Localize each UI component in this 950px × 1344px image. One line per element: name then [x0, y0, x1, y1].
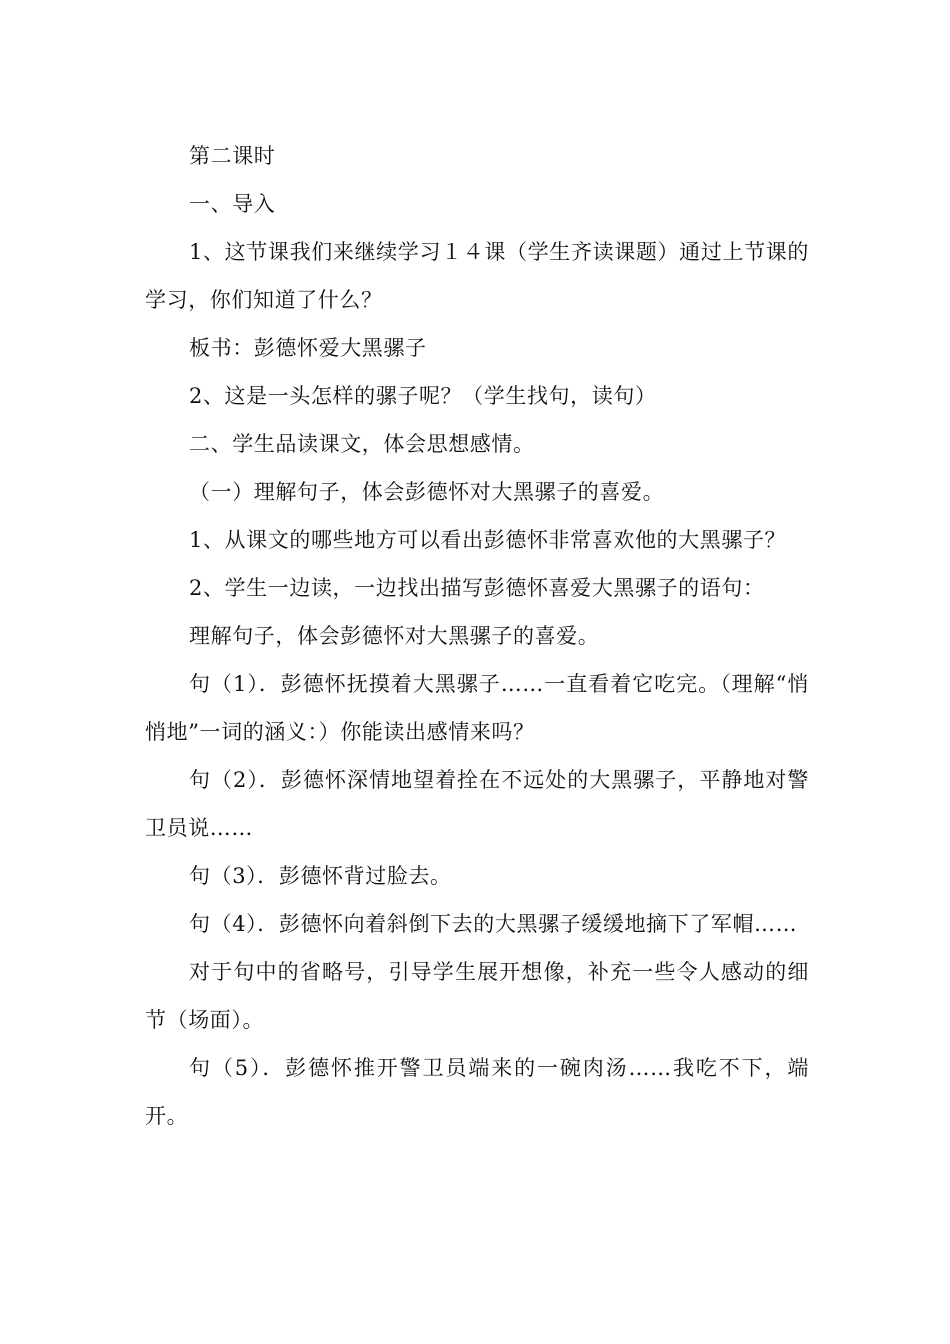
sentence-item: 句（5）．彭德怀推开警卫员端来的一碗肉汤……我吃不下，端开。	[145, 1056, 809, 1128]
paragraph: 2、这是一头怎样的骡子呢？（学生找句，读句）	[189, 384, 657, 408]
section-heading-intro: 一、导入	[189, 192, 276, 216]
paragraph: 理解句子，体会彭德怀对大黑骡子的喜爱。	[189, 624, 600, 648]
sentence-item: 句（4）．彭德怀向着斜倒下去的大黑骡子缓缓地摘下了军帽……	[189, 912, 798, 936]
paragraph: 2、学生一边读，一边找出描写彭德怀喜爱大黑骡子的语句：	[189, 576, 765, 600]
subsection-heading: （一）理解句子，体会彭德怀对大黑骡子的喜爱。	[189, 480, 665, 504]
document-body	[145, 132, 809, 1140]
paragraph: 板书：彭德怀爱大黑骡子	[189, 336, 427, 360]
sentence-item: 句（1）．彭德怀抚摸着大黑骡子……一直看着它吃完。（理解“悄悄地”一词的涵义：）你能读出感情来吗？	[145, 672, 809, 744]
sentence-item: 句（2）．彭德怀深情地望着拴在不远处的大黑骡子，平静地对警卫员说……	[145, 768, 809, 840]
lesson-heading: 第二课时	[189, 144, 276, 168]
paragraph: 1、从课文的哪些地方可以看出彭德怀非常喜欢他的大黑骡子？	[189, 528, 787, 552]
section-heading-reading: 二、学生品读课文，体会思想感情。	[189, 432, 535, 456]
paragraph: 对于句中的省略号，引导学生展开想像，补充一些令人感动的细节（场面）。	[145, 960, 809, 1032]
paragraph: 1、这节课我们来继续学习１４课（学生齐读课题）通过上节课的学习，你们知道了什么？	[145, 240, 809, 312]
sentence-item: 句（3）．彭德怀背过脸去。	[189, 864, 452, 888]
